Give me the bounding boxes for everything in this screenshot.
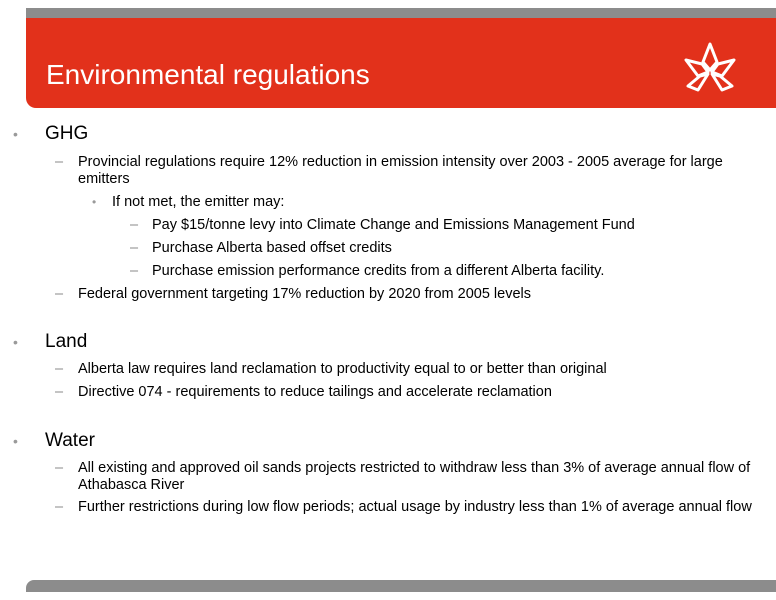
section-heading-ghg: • GHG xyxy=(13,123,89,144)
bullet-dot: • xyxy=(13,126,18,142)
bullet-dash: – xyxy=(55,361,64,377)
list-item: • If not met, the emitter may: xyxy=(92,194,285,210)
bullet-dash: – xyxy=(130,240,139,256)
slide-title: Environmental regulations xyxy=(46,59,370,90)
list-item: – Alberta law requires land reclamation to productivity equal to or better than original xyxy=(55,361,607,377)
bullet-dot: • xyxy=(13,334,18,350)
list-item: – Directive 074 - requirements to reduce tailings and accelerate reclamation xyxy=(55,384,552,400)
bullet-dash: – xyxy=(55,499,64,515)
list-item: – Purchase Alberta based offset credits xyxy=(130,240,392,256)
list-item: – Pay $15/tonne levy into Climate Change and Emissions Management Fund xyxy=(130,217,635,233)
list-item: – Purchase emission performance credits from a different Alberta facility. xyxy=(130,263,605,279)
bullet-dash: – xyxy=(55,384,64,400)
bullet-dot: • xyxy=(13,433,18,449)
section-heading-land: • Land xyxy=(13,331,88,352)
bullet-dash: – xyxy=(55,154,64,170)
list-item: – All existing and approved oil sands projects restricted to withdraw less than 3% of average annual flow of Athabasca River xyxy=(55,460,751,493)
section-heading-water: • Water xyxy=(13,430,95,451)
bullet-dash: – xyxy=(55,460,64,476)
header-band xyxy=(26,18,776,108)
list-item: – Federal government targeting 17% reduction by 2020 from 2005 levels xyxy=(55,286,531,302)
bullet-dash: – xyxy=(130,263,139,279)
bullet-dot: • xyxy=(92,195,97,209)
bullet-dash: – xyxy=(55,286,64,302)
slide-content xyxy=(0,122,776,516)
bottom-gray-bar xyxy=(26,580,776,592)
list-item: – Provincial regulations require 12% reduction in emission intensity over 2003 - 2005 average for large emitters xyxy=(55,154,723,187)
list-item: – Further restrictions during low flow periods; actual usage by industry less than 1% of average annual flow xyxy=(55,499,752,515)
bullet-dash: – xyxy=(130,217,139,233)
leaf-logo-icon xyxy=(678,38,742,96)
top-gray-bar xyxy=(26,8,776,18)
